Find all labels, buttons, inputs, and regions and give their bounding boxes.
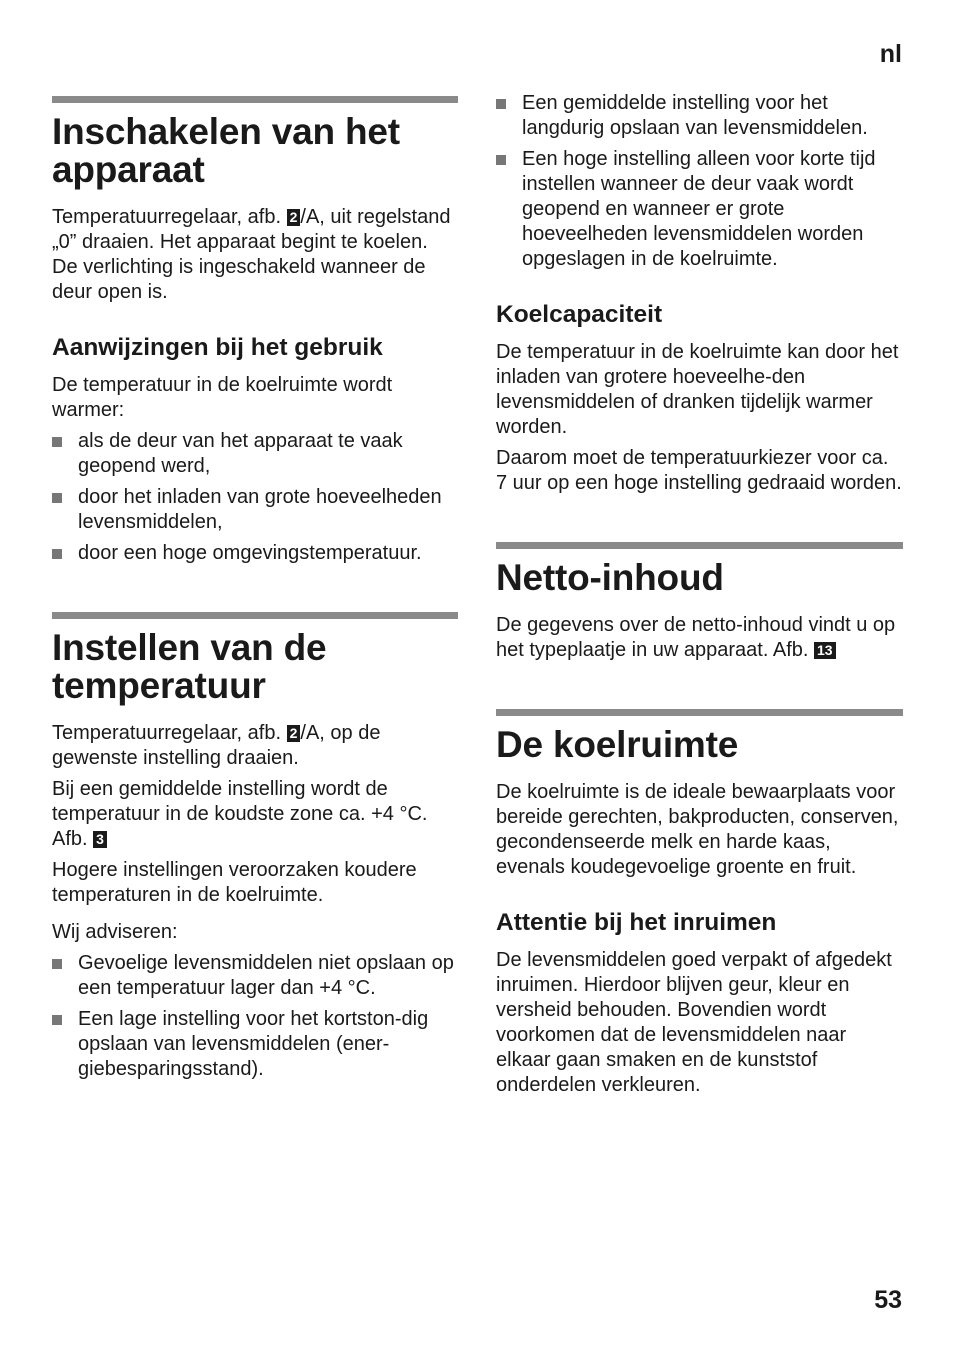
paragraph-adviseren: Wij adviseren: — [52, 921, 178, 943]
bullet-square-icon — [52, 493, 62, 503]
subsection-title-koelcapaciteit: Koelcapaciteit — [496, 301, 663, 328]
list-item: Een hoge instelling alleen voor korte tijd instellen wanneer de deur vaak wordt geopend en wanneer er grote hoeveelheden levensmiddelen worden opgeslagen in de koelruimte. — [496, 147, 903, 272]
section-divider — [52, 612, 458, 619]
bullet-list-adviseren — [52, 951, 458, 1082]
section-divider — [52, 96, 458, 103]
paragraph-de-koelruimte: De koelruimte is de ideale bewaarplaats voor bereide gerechten, bakproducten, conserven, gecondenseerde melk en harde kaas, evenals koudegevoelige groente en fruit. — [496, 781, 899, 878]
section-title-netto-inhoud: Netto-inhoud — [496, 557, 724, 598]
list-item: Een gemiddelde instelling voor het langdurig opslaan van levensmiddelen. — [496, 91, 903, 141]
subsection-title-aanwijzingen: Aanwijzingen bij het gebruik — [52, 334, 383, 361]
section-divider — [496, 709, 903, 716]
paragraph-inschakelen: Temperatuurregelaar, afb. 2 /A, uit regelstand „0” draaien. Het apparaat begint te koelen. De verlichting is ingeschakeld wanneer de deur open is. — [52, 206, 451, 303]
paragraph-netto-inhoud: De gegevens over de netto-inhoud vindt u op het typeplaatje in uw apparaat. Afb. 13 — [496, 614, 896, 661]
list-item: Gevoelige levensmiddelen niet opslaan op een temperatuur lager dan +4 °C. — [52, 951, 458, 1001]
figure-ref: 2 — [287, 725, 301, 742]
bullet-list-instellingen — [496, 91, 903, 272]
paragraph-instellen-1: Temperatuurregelaar, afb. 2 /A, op de gewenste instelling draaien. — [52, 722, 381, 769]
figure-ref: 3 — [93, 831, 107, 848]
paragraph-attentie: De levensmiddelen goed verpakt of afgedekt inruimen. Hierdoor blijven geur, kleur en versheid behouden. Bovendien wordt voorkomen dat de levensmiddelen naar elkaar gaan smaken en de kunststof onderdelen verkleuren. — [496, 949, 892, 1096]
bullet-square-icon — [496, 99, 506, 109]
section-title-de-koelruimte: De koelruimte — [496, 724, 739, 765]
list-item: door het inladen van grote hoeveelheden levensmiddelen, — [52, 485, 458, 535]
paragraph-koelcapaciteit-1: De temperatuur in de koelruimte kan door het inladen van grotere hoeveelhe-den levensmiddelen of dranken tijdelijk warmer worden. — [496, 341, 899, 438]
section-title-inschakelen: Inschakelen van het apparaat — [52, 111, 400, 190]
paragraph-koelcapaciteit-2: Daarom moet de temperatuurkiezer voor ca. 7 uur op een hoge instelling gedraaid worden. — [496, 447, 902, 494]
figure-ref: 2 — [287, 209, 301, 226]
figure-ref: 13 — [814, 642, 836, 659]
language-label: nl — [879, 40, 902, 68]
section-divider — [496, 542, 903, 549]
subsection-title-attentie: Attentie bij het inruimen — [496, 909, 777, 936]
paragraph-instellen-2: Bij een gemiddelde instelling wordt de temperatuur in de koudste zone ca. +4 °C. Afb. 3 — [52, 778, 428, 850]
list-item: door een hoge omgevingstemperatuur. — [52, 541, 458, 566]
list-item: als de deur van het apparaat te vaak geopend werd, — [52, 429, 458, 479]
list-item: Een lage instelling voor het kortston-dig opslaan van levensmiddelen (ener-giebesparingsstand). — [52, 1007, 458, 1082]
bullet-square-icon — [52, 959, 62, 969]
left-column — [52, 0, 458, 1088]
page-number: 53 — [874, 1286, 902, 1314]
bullet-list-aanwijzingen — [52, 429, 458, 566]
section-title-instellen: Instellen van de temperatuur — [52, 627, 327, 706]
bullet-square-icon — [496, 155, 506, 165]
bullet-square-icon — [52, 437, 62, 447]
right-column — [496, 0, 903, 1104]
bullet-square-icon — [52, 549, 62, 559]
paragraph-aanwijzingen-intro: De temperatuur in de koelruimte wordt warmer: — [52, 374, 393, 421]
bullet-square-icon — [52, 1015, 62, 1025]
paragraph-instellen-3: Hogere instellingen veroorzaken koudere temperaturen in de koelruimte. — [52, 859, 417, 906]
